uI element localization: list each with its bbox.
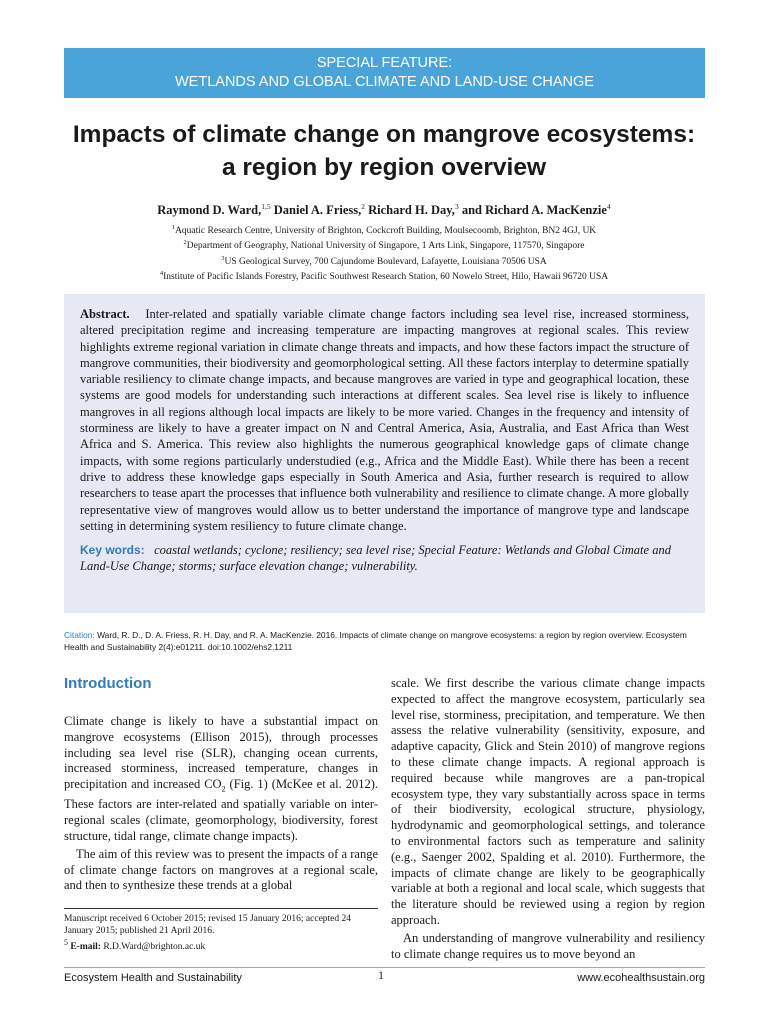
author-affil-mark: 1,5: [261, 202, 271, 211]
affiliation-line: $^4$Institute of Pacific Islands Forestry, Pacific Southwest Research Station, 60 Nowelo Street, Hilo, Hawaii 96720 USA: [159, 270, 609, 283]
manuscript-footnote: [64, 908, 378, 953]
contact-email-line: $^5$ E-mail: R.D.Ward@brighton.ac.uk: [64, 938, 206, 953]
keywords-text: coastal wetlands; cyclone; resiliency; sea level rise; Special Feature: Wetlands and Global Cimate and Land-Use Change; storms; surface elevation change; vulnerability.: [80, 543, 671, 574]
author-affil-mark: 4: [606, 202, 611, 211]
citation-text: Ward, R. D., D. A. Friess, R. H. Day, and R. A. MacKenzie. 2016. Impacts of climate change on mangrove ecosystems: a region by region overview. Ecosystem Health and Sustainability 2(4):e01211. doi:10.1002/ehs2.1211: [64, 630, 687, 652]
author-affil-mark: 3: [454, 202, 459, 211]
keywords-label: Key words:: [80, 543, 145, 558]
author-name: and Richard A. MacKenzie: [461, 203, 607, 218]
author-affil-mark: 2: [361, 202, 365, 211]
right-column: [391, 676, 705, 962]
intro-paragraph-4: An understanding of mangrove vulnerability and resiliency to climate change requires us to move beyond an: [391, 930, 705, 961]
footer-url: www.ecohealthsustain.org: [577, 972, 705, 984]
banner-line-1: SPECIAL FEATURE:: [316, 55, 453, 71]
page-number: 1: [378, 968, 384, 982]
title-line-1: Impacts of climate change on mangrove ecosystems:: [72, 121, 696, 148]
footer-journal-name: Ecosystem Health and Sustainability: [64, 972, 242, 984]
affiliations: [40, 222, 728, 283]
intro-paragraph-3: scale. We first describe the various climate change impacts expected to affect the mangrove ecosystem, particularly sea level rise, storminess, precipitation, and temperature. We then assess the relative vulnerability (sensitivity, exposure, and adaptive capacity, Glick and Stein 2010) of mangrove regions to these climate change impacts. A regional approach is required because while mangroves are a pan-tropical ecosystem type, they vary substantially across space in terms of their biodiversity, ecological structure, physiology, hydrodynamic and geomorphological settings, and tolerance to environmental factors such as temperature and salinity (e.g., Saenger 2002, Spalding et al. 2010). Furthermore, the impacts of climate change are likely to be geographically variable at both a regional and local scale, which suggests that the literature should be reviewed using a region by region approach.: [391, 676, 705, 927]
abstract-paragraph: [80, 306, 689, 534]
title-line-2: a region by region overview: [221, 154, 547, 181]
intro-paragraph-1: Climate change is likely to have a substantial impact on mangrove ecosystems (Ellison 2015), through processes including sea level rise (SLR), changing ocean currents, increased storminess, increased temperature, changes in precipitation and increased $CO_2$ (Fig. 1) (McKee et al. 2012). These factors are inter-related and spatially variable on inter-regional scales (climate, geomorphology, biodiversity, forest structure, tidal range, climate change impacts).: [64, 714, 378, 844]
article-title: [40, 118, 728, 184]
banner-line-2: WETLANDS AND GLOBAL CLIMATE AND LAND-USE CHANGE: [175, 74, 594, 90]
abstract-text: Inter-related and spatially variable climate change factors including sea level rise, increased storminess, altered precipitation regime and increasing temperature are impacting mangroves at regional scales. This review highlights extreme regional variation in climate change threats and impacts, and how these factors impact the structure of mangrove communities, their biodiversity and geomorphological setting. All these factors interplay to determine spatially variable resiliency to climate change impacts, and because mangroves are varied in type and geographical location, these systems are good models for understanding such interactions at different scales. Sea level rise is likely to influence mangroves in all regions although local impacts are likely to be more varied. Changes in the frequency and intensity of storminess are likely to have a greater impact on N and Central America, Asia, Australia, and East Africa than West Africa and S. America. This review also highlights the numerous geographical knowledge gaps of climate change impacts, with some regions particularly understudied (e.g., Africa and the Middle East). While there has been a recent drive to address these knowledge gaps especially in South America and Asia, further research is required to allow researchers to tease apart the processes that influence both vulnerability and resilience to climate change. A more globally representative view of mangroves would allow us to better understand the importance of mangrove type and landscape setting in determining system resiliency to future climate change.: [80, 307, 689, 533]
intro-paragraph-2: The aim of this review was to present the impacts of a range of climate change factors on mangroves at a regional scale, and then to synthesize these trends at a global: [64, 846, 378, 893]
email-label: E-mail:: [70, 942, 101, 953]
abstract-label: Abstract.: [80, 307, 130, 321]
footer-divider: [64, 967, 705, 968]
abstract-box: [64, 294, 705, 613]
author-name: Daniel A. Friess,: [273, 203, 362, 218]
affiliation-line: $^2$Department of Geography, National University of Singapore, 1 Arts Link, Singapore, 117570, Singapore: [183, 239, 585, 252]
introduction-heading: Introduction: [64, 675, 152, 692]
manuscript-dates: Manuscript received 6 October 2015; revised 15 January 2016; accepted 24 January 2015; published 21 April 2016.: [64, 914, 352, 936]
author-name: Raymond D. Ward,: [157, 203, 262, 218]
author-name: Richard H. Day,: [368, 203, 455, 218]
affiliation-line: $^3$US Geological Survey, 700 Cajundome Boulevard, Lafayette, Louisiana 70506 USA: [221, 254, 547, 267]
citation: [64, 629, 705, 653]
citation-label: Citation:: [64, 630, 95, 640]
left-column: [64, 674, 378, 894]
email-address: R.D.Ward@brighton.ac.uk: [103, 942, 206, 953]
affiliation-line: $^1$Aquatic Research Centre, University of Brighton, Cockcroft Building, Moulsecoomb, Brighton, BN2 4GJ, UK: [171, 224, 597, 237]
special-feature-banner: [64, 48, 705, 98]
keywords-paragraph: [80, 542, 689, 575]
author-list: [40, 199, 728, 218]
